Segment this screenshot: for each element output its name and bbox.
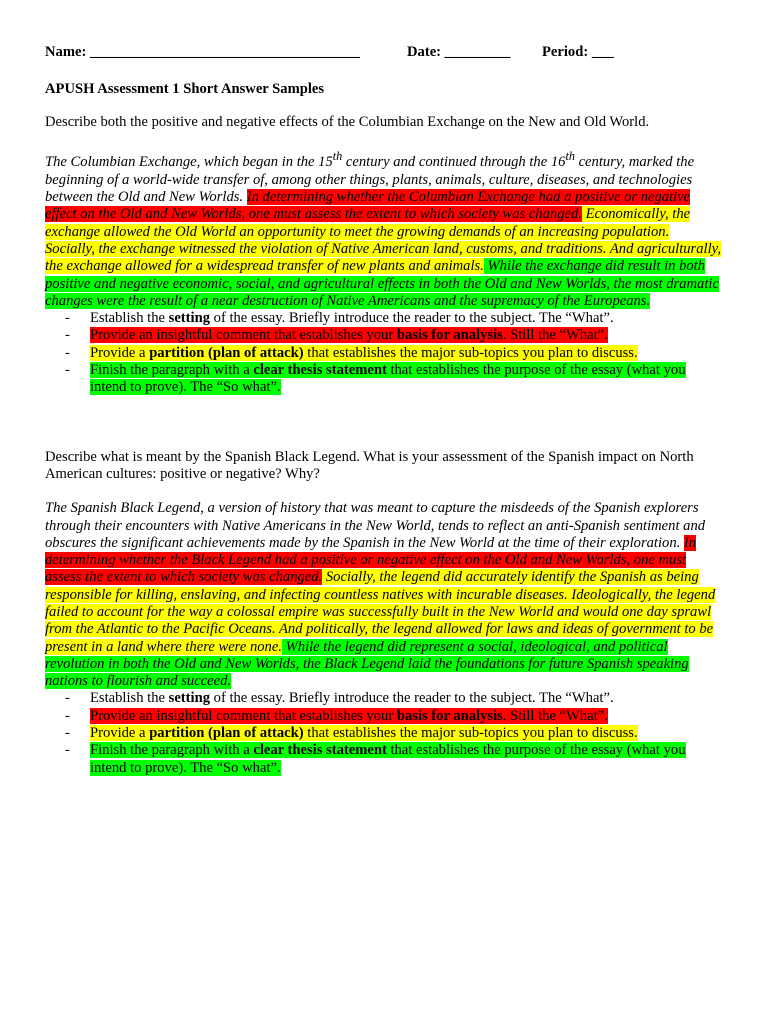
date-field: Date: _________ [407,44,511,60]
list-dash: - [65,725,70,742]
essay-2-thesis: While the legend did represent a social, ideological, and political revolution in both the Old and New Worlds, the Black Legend laid the foundations for future Spanish speaking nations to flourish and succeed. [45,638,689,690]
rubric-text: Provide a [90,344,150,361]
name-field: Name: _____________________________________ [45,44,360,60]
period-field: Period: ___ [542,44,614,60]
rubric-item-setting [45,310,721,327]
rubric-keyword: partition (plan of attack) [149,725,304,742]
rubric-text: Establish the [90,690,169,707]
rubric-item-partition [45,725,721,742]
rubric-text: Finish the paragraph with a [90,742,254,759]
essay-1-setting-part-c: century, marked the beginning of a world-wide transfer of, among other things, plants, animals, culture, diseases, and technologies between the Old and New Worlds. [45,154,695,206]
rubric-text: Finish the paragraph with a [90,362,254,379]
rubric-text: . Still the “What”. [502,327,608,344]
superscript-th-2: th [565,149,575,164]
rubric-item-basis [45,327,721,344]
rubric-list-1 [45,310,721,396]
list-dash: - [65,344,70,361]
list-dash: - [65,707,70,724]
essay-2-basis: In determining whether the Black Legend had a positive or negative effect on the Old and New Worlds, one must assess the extent to which society was changed. [45,534,697,586]
rubric-text: that establishes the purpose of the essay (what you intend to prove). The “So what”. [90,362,686,396]
list-dash: - [65,742,70,759]
question-2: Describe what is meant by the Spanish Black Legend. What is your assessment of the Spanish impact on North American cultures: positive or negative? Why? [45,448,694,482]
essay-2-partition: Socially, the legend did accurately identify the Spanish as being responsible for killing, enslaving, and infecting countless natives with incurable diseases. Ideologically, the legend failed to account for the way a colossal empire was successfully built in the New World and would one day sprawl from the Atlantic to the Pacific Oceans. And politically, the legend allowed for laws and ideas of government to be present in a land where there were none. [45,569,716,655]
rubric-keyword: setting [168,310,210,327]
rubric-keyword: partition (plan of attack) [149,344,304,361]
rubric-item-basis [45,708,721,725]
list-dash: - [65,310,70,327]
header-fields [45,44,721,64]
rubric-text: Establish the [90,310,169,327]
rubric-text: of the essay. Briefly introduce the reader to the subject. The “What”. [210,690,614,707]
essay-1-thesis: While the exchange did result in both positive and negative economic, social, and agricultural effects in both the Old and New Worlds, the most dramatic changes were the result of a near destruction of Native Americans and the supremacy of the Europeans. [45,258,719,309]
rubric-text: Provide an insightful comment that establishes your [90,327,397,344]
rubric-list-2 [45,690,721,776]
list-dash: - [65,690,70,707]
document-title: APUSH Assessment 1 Short Answer Samples [45,81,325,97]
essay-1-basis: In determining whether the Columbian Exchange had a positive or negative effect on the Old and New Worlds, one must assess the extent to which society was changed. [45,189,691,223]
rubric-item-partition [45,345,721,362]
rubric-keyword: basis for analysis [396,707,503,724]
essay-1-setting-part-b: century and continued through the 16 [342,154,566,171]
rubric-text: of the essay. Briefly introduce the reader to the subject. The “What”. [210,310,614,327]
rubric-keyword: setting [168,690,210,707]
question-1: Describe both the positive and negative effects of the Columbian Exchange on the New and Old World. [45,114,650,131]
rubric-text: that establishes the major sub-topics you plan to discuss. [303,725,638,742]
rubric-keyword: clear thesis statement [253,742,387,759]
list-dash: - [65,362,70,379]
rubric-text: that establishes the purpose of the essay (what you intend to prove). The “So what”. [90,742,686,776]
rubric-keyword: basis for analysis [396,327,503,344]
document-page [45,44,721,777]
essay-1 [45,149,721,311]
essay-2 [45,500,721,690]
rubric-text: Provide a [90,725,150,742]
rubric-item-setting [45,690,721,707]
rubric-text: that establishes the major sub-topics you plan to discuss. [303,344,638,361]
list-dash: - [65,327,70,344]
rubric-text: Provide an insightful comment that establishes your [90,707,397,724]
rubric-item-thesis [45,742,721,777]
essay-1-setting-part-a: The Columbian Exchange, which began in the 15 [45,154,333,171]
essay-2-setting: The Spanish Black Legend, a version of history that was meant to capture the misdeeds of the Spanish explorers through their encounters with Native Americans in the New World, tends to reflect an anti-Spanish sentiment and obscures the significant achievements made by the Spanish in the New World at the time of their exploration. [45,500,706,551]
rubric-keyword: clear thesis statement [253,362,387,379]
rubric-text: . Still the “What”. [502,707,608,724]
superscript-th-1: th [332,149,343,164]
essay-1-partition: Economically, the exchange allowed the Old World an opportunity to meet the growing demands of an increasing population. Socially, the exchange witnessed the violation of Native American land, customs, and traditions. And agriculturally, the exchange allowed for a widespread transfer of new plants and animals. [45,206,721,275]
rubric-item-thesis [45,362,721,397]
